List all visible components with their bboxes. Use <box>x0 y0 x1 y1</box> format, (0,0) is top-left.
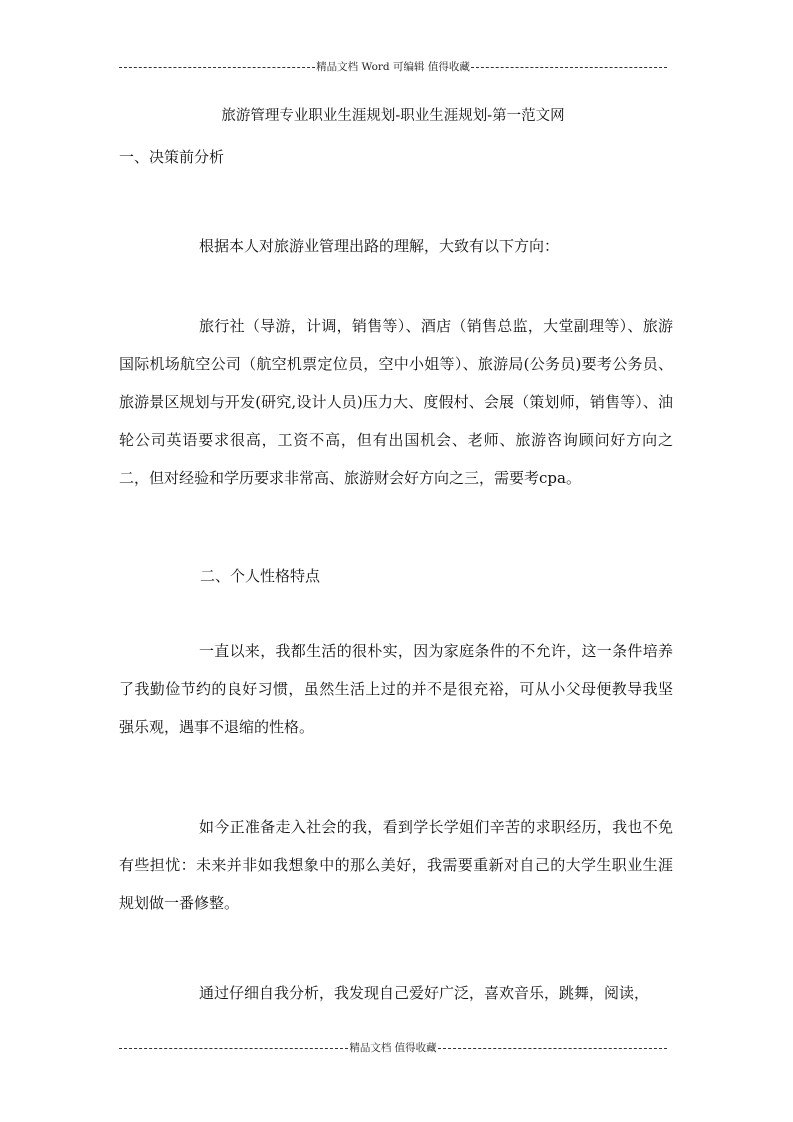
footer-dashed-rule-left <box>119 1048 348 1049</box>
paragraph-self-analysis: 通过仔细自我分析，我发现自己爱好广泛，喜欢音乐，跳舞，阅读， <box>199 984 650 1002</box>
paragraph-personality: 一直以来，我都生活的很朴实，因为家庭条件的不允许，这一条件培养了我勤俭节约的良好习惯，虽然生活上过的并不是很充裕，可从小父母便教导我坚强乐观，遇事不退缩的性格。 <box>119 642 673 736</box>
header-label: 精品文档 Word 可编辑 值得收藏 <box>316 61 470 73</box>
paragraph-career-directions-intro: 根据本人对旅游业管理出路的理解，大致有以下方向： <box>199 237 560 255</box>
header-dashed-rule-right <box>471 67 667 68</box>
section-heading-decision-analysis: 一、决策前分析 <box>119 148 225 166</box>
page-footer <box>119 1041 667 1055</box>
document-title: 旅游管理专业职业生涯规划-职业生涯规划-第一范文网 <box>221 108 565 124</box>
section-heading-personality: 二、个人性格特点 <box>200 567 321 585</box>
header-dashed-rule-left <box>119 67 315 68</box>
footer-dashed-rule-right <box>438 1048 667 1049</box>
footer-label: 精品文档 值得收藏 <box>349 1042 437 1054</box>
page-header <box>119 60 667 74</box>
paragraph-worries: 如今正准备走入社会的我，看到学长学姐们辛苦的求职经历，我也不免有些担忧：未来并非如我想象中的那么美好，我需要重新对自己的大学生职业生涯规划做一番修整。 <box>119 818 673 912</box>
paragraph-career-directions-list: 旅行社（导游，计调，销售等）、酒店（销售总监，大堂副理等）、旅游国际机场航空公司（航空机票定位员，空中小姐等）、旅游局(公务员)要考公务员、旅游景区规划与开发(研究,设计人员)压力大、度假村、会展（策划师，销售等）、油轮公司英语要求很高，工资不高，但有出国机会、老师、旅游咨询顾问好方向之二，但对经验和学历要求非常高、旅游财会好方向之三，需要考cpa。 <box>119 317 673 487</box>
